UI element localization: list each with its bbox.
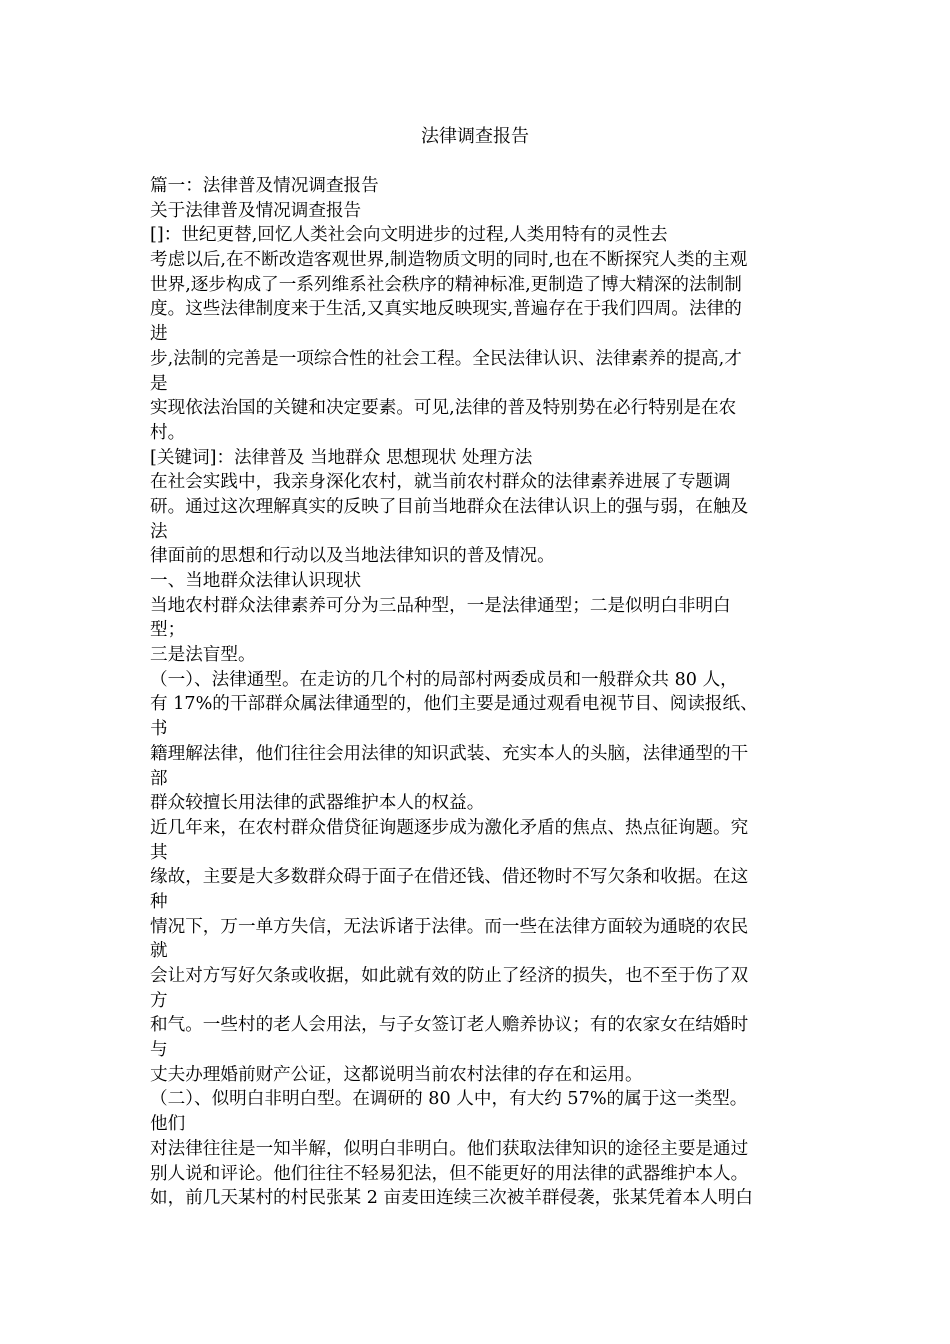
text-line: 其 bbox=[150, 842, 168, 863]
text-line: 度。这些法律制度来于生活,又真实地反映现实,普遍存在于我们四周。法律的 bbox=[150, 299, 742, 320]
text-line: 当地农村群众法律素养可分为三品种型，一是法律通型；二是似明白非明白 bbox=[150, 595, 731, 616]
text-line: 会让对方写好欠条或收据，如此就有效的防止了经济的损失，也不至于伤了双 bbox=[150, 966, 749, 986]
text-line: 方 bbox=[150, 990, 168, 1011]
text-line: 书 bbox=[150, 719, 168, 740]
text-line: 丈夫办理婚前财产公证，这都说明当前农村法律的存在和运用。 bbox=[150, 1064, 643, 1085]
text-line: [关键词]：法律普及 当地群众 思想现状 处理方法 bbox=[150, 447, 533, 468]
text-line: 如，前几天某村的村民张某 2 亩麦田连续三次被羊群侵袭，张某凭着本人明白 bbox=[150, 1188, 753, 1209]
text-line: 群众较擅长用法律的武器维护本人的权益。 bbox=[150, 793, 485, 814]
text-line: 步,法制的完善是一项综合性的社会工程。全民法律认识、法律素养的提高,才 bbox=[150, 348, 742, 369]
text-line: 有 17%的干部群众属法律通型的，他们主要是通过观看电视节目、阅读报纸、 bbox=[150, 694, 758, 715]
text-line: 三是法盲型。 bbox=[150, 645, 256, 666]
text-line: 与 bbox=[150, 1040, 168, 1061]
text-line: 律面前的思想和行动以及当地法律知识的普及情况。 bbox=[150, 546, 555, 567]
text-line: 部 bbox=[150, 768, 168, 789]
text-line: 一、当地群众法律认识现状 bbox=[150, 571, 362, 591]
text-line: 对法律往往是一知半解，似明白非明白。他们获取法律知识的途径主要是通过 bbox=[150, 1138, 749, 1159]
text-line: 世界,逐步构成了一系列维系社会秩序的精神标准,更制造了博大精深的法制制 bbox=[150, 274, 742, 295]
text-line: 就 bbox=[150, 941, 168, 962]
text-line: 关于法律普及情况调查报告 bbox=[150, 200, 362, 221]
document-body bbox=[150, 174, 810, 1211]
text-line: 篇一：法律普及情况调查报告 bbox=[150, 176, 379, 196]
text-line: []：世纪更替,回忆人类社会向文明进步的过程,人类用特有的灵性去 bbox=[150, 225, 668, 246]
text-line: 和气。一些村的老人会用法，与子女签订老人赡养协议；有的农家女在结婚时 bbox=[150, 1015, 749, 1036]
text-line: 村。 bbox=[150, 422, 186, 443]
text-line: 籍理解法律，他们往往会用法律的知识武装、充实本人的头脑，法律通型的干 bbox=[150, 743, 749, 764]
text-line: （一）、法律通型。在走访的几个村的局部村两委成员和一般群众共 80 人， bbox=[150, 669, 738, 690]
text-line: 进 bbox=[150, 324, 168, 345]
text-line: 别人说和评论。他们往往不轻易犯法，但不能更好的用法律的武器维护本人。 bbox=[150, 1163, 749, 1184]
text-line: 情况下，万一单方失信，无法诉诸于法律。而一些在法律方面较为通晓的农民 bbox=[150, 916, 749, 937]
text-line: （二）、似明白非明白型。在调研的 80 人中，有大约 57%的属于这一类型。 bbox=[150, 1089, 748, 1110]
text-line: 法 bbox=[150, 521, 168, 542]
text-line: 研。通过这次理解真实的反映了目前当地群众在法律认识上的强与弱，在触及 bbox=[150, 496, 749, 517]
text-line: 实现依法治国的关键和决定要素。可见,法律的普及特别势在必行特别是在农 bbox=[150, 398, 737, 419]
text-line: 缘故，主要是大多数群众碍于面子在借还钱、借还物时不写欠条和收据。在这 bbox=[150, 867, 749, 888]
text-line: 在社会实践中，我亲身深化农村，就当前农村群众的法律素养进展了专题调 bbox=[150, 472, 731, 493]
document-title: 法律调查报告 bbox=[421, 126, 529, 147]
text-line: 考虑以后,在不断改造客观世界,制造物质文明的同时,也在不断探究人类的主观 bbox=[150, 250, 748, 271]
text-line: 近几年来，在农村群众借贷征询题逐步成为激化矛盾的焦点、热点征询题。究 bbox=[150, 817, 749, 838]
text-line: 型； bbox=[150, 620, 186, 641]
text-line: 是 bbox=[150, 373, 168, 394]
text-line: 种 bbox=[150, 891, 168, 912]
text-line: 他们 bbox=[150, 1114, 186, 1135]
